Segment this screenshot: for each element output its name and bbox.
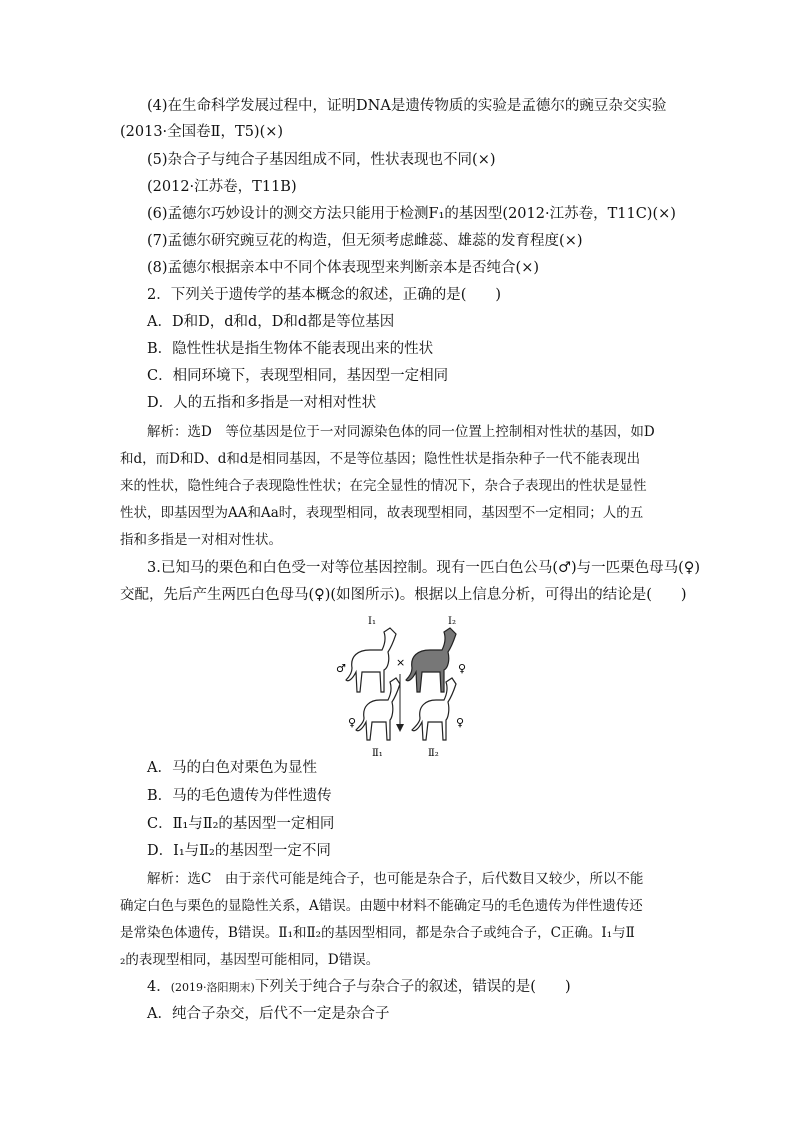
- label-ii1: Ⅱ₁: [372, 748, 383, 759]
- pedigree-figure: [330, 610, 470, 760]
- female-symbol-ii1: ♀: [348, 716, 357, 729]
- question-4-source: (2019·洛阳期末): [170, 981, 255, 994]
- question-3-analysis-line-2: 确定白色与栗色的显隐性关系，A错误。由题中材料不能确定马的毛色遗传为伴性遗传还: [120, 898, 643, 914]
- statement-4-source: (2013·全国卷Ⅱ，T5)(×): [120, 124, 284, 140]
- statement-5: (5)杂合子与纯合子基因组成不同，性状表现也不同(×): [147, 152, 496, 168]
- question-2-option-c: C．相同环境下，表现型相同，基因型一定相同: [147, 368, 449, 384]
- question-3-option-d: D．Ⅰ₁与Ⅱ₂的基因型一定不同: [147, 843, 331, 859]
- label-i2: Ⅰ₂: [448, 616, 456, 627]
- question-3-stem-line-1: 3.已知马的栗色和白色受一对等位基因控制。现有一匹白色公马(♂)与一匹栗色母马(♀): [147, 560, 701, 576]
- descent-arrowhead: [396, 724, 404, 732]
- question-3-option-a: A．马的白色对栗色为显性: [147, 760, 317, 776]
- question-4-stem: [147, 977, 571, 998]
- question-2-analysis-line-2: 和d，而D和D、d和d是相同基因，不是等位基因；隐性性状是指杂种子一代不能表现出: [120, 451, 641, 467]
- question-2-analysis-line-5: 指和多指是一对相对性状。: [120, 532, 282, 548]
- question-3-analysis-line-4: ₂的表现型相同，基因型可能相同，D错误。: [120, 952, 380, 968]
- question-2-option-d: D．人的五指和多指是一对相对性状: [147, 395, 377, 411]
- statement-6: (6)孟德尔巧妙设计的测交方法只能用于检测F₁的基因型(2012·江苏卷，T11C)(×): [147, 206, 676, 222]
- question-3-stem-line-2: 交配，先后产生两匹白色母马(♀)(如图所示)。根据以上信息分析，可得出的结论是( ): [120, 587, 687, 603]
- question-2-stem: 2．下列关于遗传学的基本概念的叙述，正确的是( ): [147, 287, 502, 303]
- female-symbol-i2: ♀: [458, 662, 467, 675]
- statement-4: (4)在生命科学发展过程中，证明DNA是遗传物质的实验是孟德尔的豌豆杂交实验: [147, 98, 667, 114]
- question-3-analysis-line-1: 解析：选C 由于亲代可能是纯合子，也可能是杂合子，后代数目又较少，所以不能: [147, 871, 644, 887]
- label-i1: Ⅰ₁: [368, 616, 376, 627]
- question-3-analysis-line-3: 是常染色体遗传，B错误。Ⅱ₁和Ⅱ₂的基因型相同，都是杂合子或纯合子，C正确。Ⅰ₁与Ⅱ: [120, 925, 635, 941]
- statement-8: (8)孟德尔根据亲本中不同个体表现型来判断亲本是否纯合(×): [147, 260, 540, 276]
- question-4-option-a: A．纯合子杂交，后代不一定是杂合子: [147, 1006, 390, 1022]
- horse-ii1-white-female-icon: [356, 678, 400, 740]
- question-2-analysis-line-4: 性状，即基因型为AA和Aa时，表现型相同，故表现型相同，基因型不一定相同；人的五: [120, 505, 644, 521]
- horse-i1-white-male-icon: [346, 628, 396, 692]
- question-2-analysis-line-3: 来的性状，隐性纯合子表现隐性性状；在完全显性的情况下，杂合子表现出的性状是显性: [120, 478, 647, 494]
- question-3-option-c: C．Ⅱ₁与Ⅱ₂的基因型一定相同: [147, 816, 335, 832]
- male-symbol: ♂: [336, 662, 346, 675]
- cross-symbol: ×: [396, 656, 406, 669]
- statement-5-source: (2012·江苏卷，T11B): [147, 179, 297, 195]
- question-4-text: 下列关于纯合子与杂合子的叙述，错误的是( ): [254, 979, 571, 995]
- question-2-analysis-line-1: 解析：选D 等位基因是位于一对同源染色体的同一位置上控制相对性状的基因，如D: [147, 424, 655, 440]
- statement-7: (7)孟德尔研究豌豆花的构造，但无须考虑雌蕊、雄蕊的发育程度(×): [147, 233, 583, 249]
- question-2-option-a: A．D和D，d和d，D和d都是等位基因: [147, 314, 395, 330]
- label-ii2: Ⅱ₂: [428, 748, 439, 759]
- pedigree-svg: [330, 610, 470, 760]
- question-4-number: 4．: [147, 979, 171, 995]
- female-symbol-ii2: ♀: [456, 716, 465, 729]
- question-2-option-b: B．隐性性状是指生物体不能表现出来的性状: [147, 341, 434, 357]
- question-3-option-b: B．马的毛色遗传为伴性遗传: [147, 788, 332, 804]
